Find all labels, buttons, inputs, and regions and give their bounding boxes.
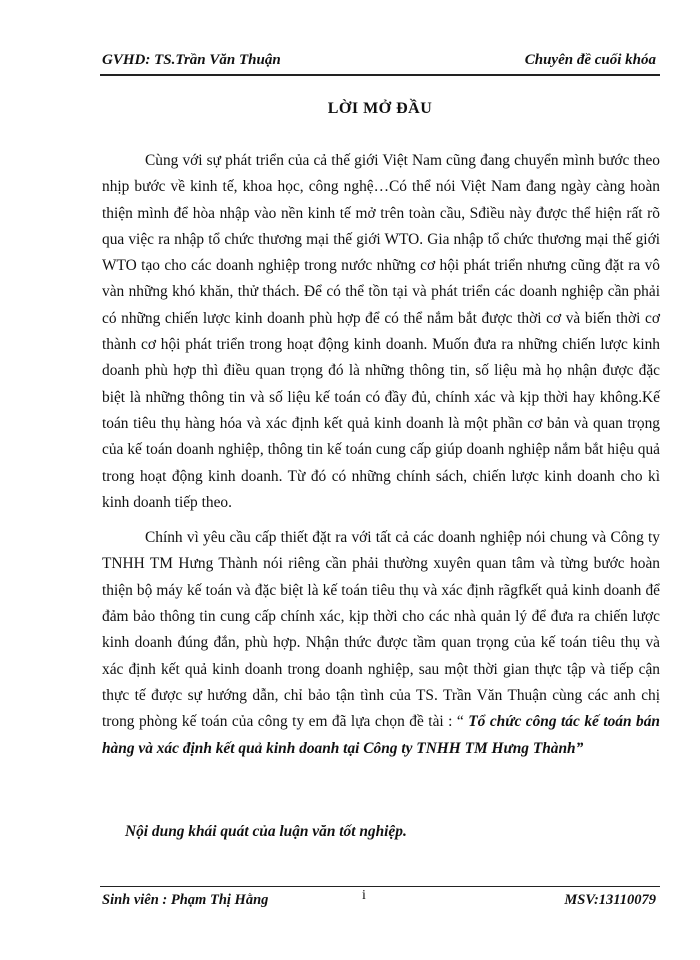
page-title: LỜI MỞ ĐẦU — [327, 100, 433, 117]
section-subheading: Nội dung khái quát của luận văn tốt nghiệp. — [125, 823, 407, 840]
paragraph-intro: Cùng với sự phát triển của cả thế giới Việt Nam cũng đang chuyển mình bước theo nhịp bước về kinh tế, khoa học, công nghệ…Có thể nói Việt Nam đang ngày càng hoàn thiện mình để hòa nhập vào nền kinh tế mở trên toàn cầu, Sđiều này được thể hiện rất rõ qua việc ra nhập tổ chức thương mại thế giới WTO. Gia nhập tổ chức thương mại thế giới WTO tạo cho các doanh nghiệp trong nước những cơ hội phát triển nhưng cũng đặt ra vô vàn những khó khăn, thử thách. Để có thể tồn tại và phát triển các doanh nghiệp cần phải có những chiến lược kinh doanh phù hợp để có thể nắm bắt được thời cơ và biến thời cơ thành cơ hội phát triển trong hoạt động kinh doanh. Muốn đưa ra những chiến lược kinh doanh phù hợp thì điều quan trọng đó là những thông tin, số liệu mà họ nhận được đặc biệt là những thông tin và số liệu kế toán có đầy đủ, chính xác và kịp thời hay không.Kế toán tiêu thụ hàng hóa và xác định kết quả kinh doanh là một phần cơ bản và quan trọng của kế toán doanh nghiệp, thông tin kế toán cung cấp giúp doanh nghiệp nắm bắt hiệu quả trong hoạt động kinh doanh. Từ đó có những chính sách, chiến lược kinh doanh cho kì kinh doanh tiếp theo. — [102, 152, 660, 511]
thesis-topic: Tổ chức công tác kế toán bán hàng và xác định kết quả kinh doanh tại Công ty TNHH TM Hưng Thành” — [102, 713, 660, 757]
paragraph-reason — [102, 525, 660, 762]
header-doc-type: Chuyên đề cuối khóa — [524, 52, 656, 68]
page-footer — [100, 886, 660, 911]
paragraph-reason-text: Chính vì yêu cầu cấp thiết đặt ra với tất cả các doanh nghiệp nói chung và Công ty TNHH TM Hưng Thành nói riêng cần phải thường xuyên quan tâm và từng bước hoàn thiện bộ máy kế toán và đặc biệt là kế toán tiêu thụ và xác định rãgfkết quả kinh doanh để đảm bảo thông tin cung cấp chính xác, kịp thời cho các nhà quản lý để đưa ra chiến lược kinh doanh đúng đắn, phù hợp. Nhận thức được tầm quan trọng của kế toán tiêu thụ và xác định kết quả kinh doanh trong doanh nghiệp, sau một thời gian thực tập và tiếp cận thực tế được sự hướng dẫn, chỉ bảo tận tình của TS. Trần Văn Thuận cùng các anh chị trong phòng kế toán của công ty em đã lựa chọn đề tài : “ — [102, 529, 660, 731]
footer-student: Sinh viên : Phạm Thị Hằng — [102, 892, 269, 908]
body-text — [102, 148, 660, 762]
page-number: i — [362, 888, 366, 903]
footer-student-id: MSV:13110079 — [564, 892, 656, 908]
page-header — [100, 52, 660, 76]
header-advisor: GVHD: TS.Trần Văn Thuận — [102, 52, 281, 68]
